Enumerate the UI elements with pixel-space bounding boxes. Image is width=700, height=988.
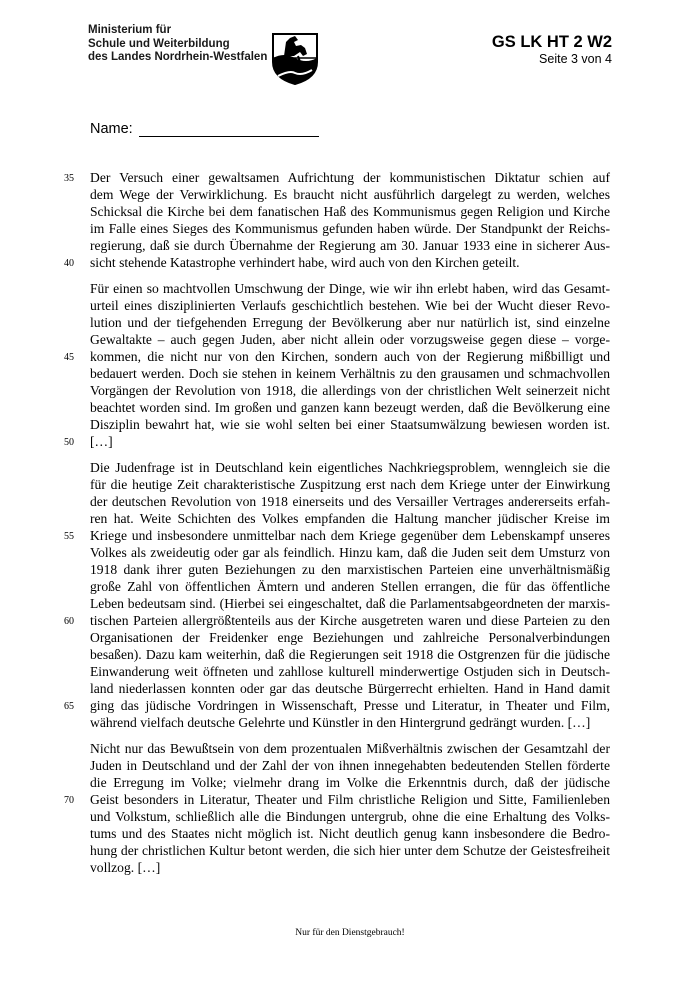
text-line: ging das jüdische Vordringen in Wissenschaft, Presse und Literatur, in Theater und Film, (90, 698, 610, 713)
ministry-name (88, 24, 267, 65)
text-line: beachtet worden sind. Im großen und ganzen kann bezeugt werden, daß die Bevölkerung eine (90, 400, 610, 415)
text-line: vollzog. […] (90, 860, 161, 875)
ministry-line: Ministerium für (88, 24, 172, 36)
text-line: lution und der tiefgehenden Erregung der Bevölkerung aber nur natürlich ist, sind einzelne (90, 315, 610, 330)
text-line: sicht stehende Katastrophe verhindert habe, wird auch von den Kirchen geteilt. (90, 255, 520, 270)
text-line: Schicksal die Kirche bei dem fanatischen Haß des Kommunismus gegen Religion und Kirche (90, 204, 610, 219)
text-line: ren hat. Weite Schichten des Volkes empfanden die Haltung mancher jüdischer Kreise im (90, 511, 610, 526)
text-line: Für einen so machtvollen Umschwung der Dinge, wie wir ihn erlebt haben, wird das Gesamt- (90, 281, 610, 296)
text-line: Geist besonders in Literatur, Theater und Film christliche Religion und Sitte, Familienleben (90, 792, 610, 807)
text-line: regierung, daß sie durch Übernahme der Regierung am 30. Januar 1933 eine in sicherer Aus- (90, 238, 610, 253)
line-number: 50 (64, 437, 74, 448)
text-line: dem Wege der Verwirklichung. Es braucht nicht ausführlich dargelegt zu werden, welches (90, 187, 610, 202)
text-line: tums und des Staates nicht möglich ist. Nicht deutlich genug kann insbesondere die Bedro- (90, 826, 610, 841)
text-line: Juden in Deutschland und der Zahl der von ihnen innegehabten bedeutenden Stellen förderte (90, 758, 610, 773)
text-line: hung der christlichen Kultur betont werden, die sich hier unter dem Schutze der Geistesfreiheit (90, 843, 610, 858)
text-line: Leben bedeutsam sind. (Hierbei sei eingeschaltet, daß die Parlamentsabgeordneten der marxis- (90, 596, 610, 611)
line-number: 45 (64, 352, 74, 363)
text-line: Der Versuch einer gewaltsamen Aufrichtung der kommunistischen Diktatur schien auf (90, 170, 610, 185)
text-line: für die heutige Zeit charakteristische Zuspitzung erst nach dem Kriege unter der Einwirkung (90, 477, 610, 492)
nrw-coat-of-arms-icon (270, 32, 320, 86)
document-code: GS LK HT 2 W2 (491, 33, 612, 51)
text-line: im Falle eines Sieges des Kommunismus gefunden haben würde. Der Standpunkt der Reichs- (90, 221, 610, 236)
line-number: 35 (64, 173, 74, 184)
text-line: […] (90, 434, 113, 449)
line-number: 65 (64, 701, 74, 712)
page-indicator: Seite 3 von 4 (539, 52, 612, 66)
line-number: 60 (64, 616, 74, 627)
text-line: der deutschen Revolution von 1918 einerseits und des Versailler Vertrages andererseits erfah- (90, 494, 610, 509)
name-label: Name: (90, 121, 133, 137)
text-line: Disziplin bewahrt hat, wie sie wohl selten bei einer Staatsumwälzung bewiesen worden ist. (90, 417, 610, 432)
text-line: Vorgängen der Revolution von 1918, die allerdings von der christlichen Welt seinerzeit nicht (90, 383, 610, 398)
footer-notice: Nur für den Dienstgebrauch! (295, 928, 405, 938)
text-line: bedauert werden. Doch sie stehen in keinem Verhältnis zu den grausamen und schmachvollen (90, 366, 610, 381)
text-line: tischen Parteien allergrößtenteils aus der Kirche ausgetreten waren und diese Parteien zu den (90, 613, 610, 628)
text-line: Gewaltakte – auch gegen Juden, aber nicht allein oder vorzugsweise gegen diese – vorge- (90, 332, 610, 347)
text-line: Nicht nur das Bewußtsein von dem prozentualen Mißverhältnis zwischen der Gesamtzahl der (90, 741, 610, 756)
text-line: Volkes als zweideutig oder gar als feindlich. Hinzu kam, daß die Juden seit dem Umsturz von (90, 545, 610, 560)
ministry-line: des Landes Nordrhein-Westfalen (88, 51, 268, 63)
text-line: besaßen). Dazu kam weiterhin, daß die Regierungen seit 1918 die Ostgrenzen für die jüdische (90, 647, 610, 662)
text-line: Einwanderung weit öffneten und zahllose kulturell minderwertige Ostjuden sich in Deutsch- (90, 664, 610, 679)
ministry-line: Schule und Weiterbildung (88, 37, 230, 50)
line-number: 70 (64, 795, 74, 806)
line-number: 55 (64, 531, 74, 542)
text-line: Die Judenfrage ist in Deutschland kein eigentliches Nachkriegsproblem, wenngleich sie die (90, 460, 610, 475)
text-line: während vielfach deutsche Gelehrte und Künstler in den Hintergrund gedrängt wurden. […] (90, 715, 591, 730)
text-line: Organisationen der Freidenker enge Beziehungen und zahlreiche Personalverbindungen (90, 630, 610, 645)
document-code-block (492, 32, 612, 67)
text-line: land niederlassen konnten oder gar das deutsche Bürgerrecht erhielten. Hand in Hand damit (90, 681, 610, 696)
text-line: große Zahl von öffentlichen Ämtern und anderen Stellen errangen, die für das öffentliche (90, 579, 610, 594)
text-line: urteil eines disziplinierten Verlaufs geschichtlich bestehen. Wie bei der Wucht dieser Revo- (90, 298, 610, 313)
text-line: und Volkstum, schließlich alle die Bindungen untergrub, ohne die eine Erhaltung des Volks- (90, 809, 610, 824)
line-number: 40 (64, 258, 74, 269)
text-line: die Erregung im Volke; vielmehr drang im Volke die Erkenntnis durch, daß der jüdische (90, 775, 610, 790)
text-line: 1918 dank ihrer guten Beziehungen zu den marxistischen Parteien eine unverhältnismäßig (90, 562, 610, 577)
name-blank-line (139, 122, 319, 137)
text-line: Kriege und insbesondere unmittelbar nach dem Kriege gegenüber dem Lebenskampf unseres (90, 528, 610, 543)
text-line: kommen, die nicht nur von den Kirchen, sondern auch von der Regierung mißbilligt und (90, 349, 610, 364)
name-field (90, 121, 319, 137)
